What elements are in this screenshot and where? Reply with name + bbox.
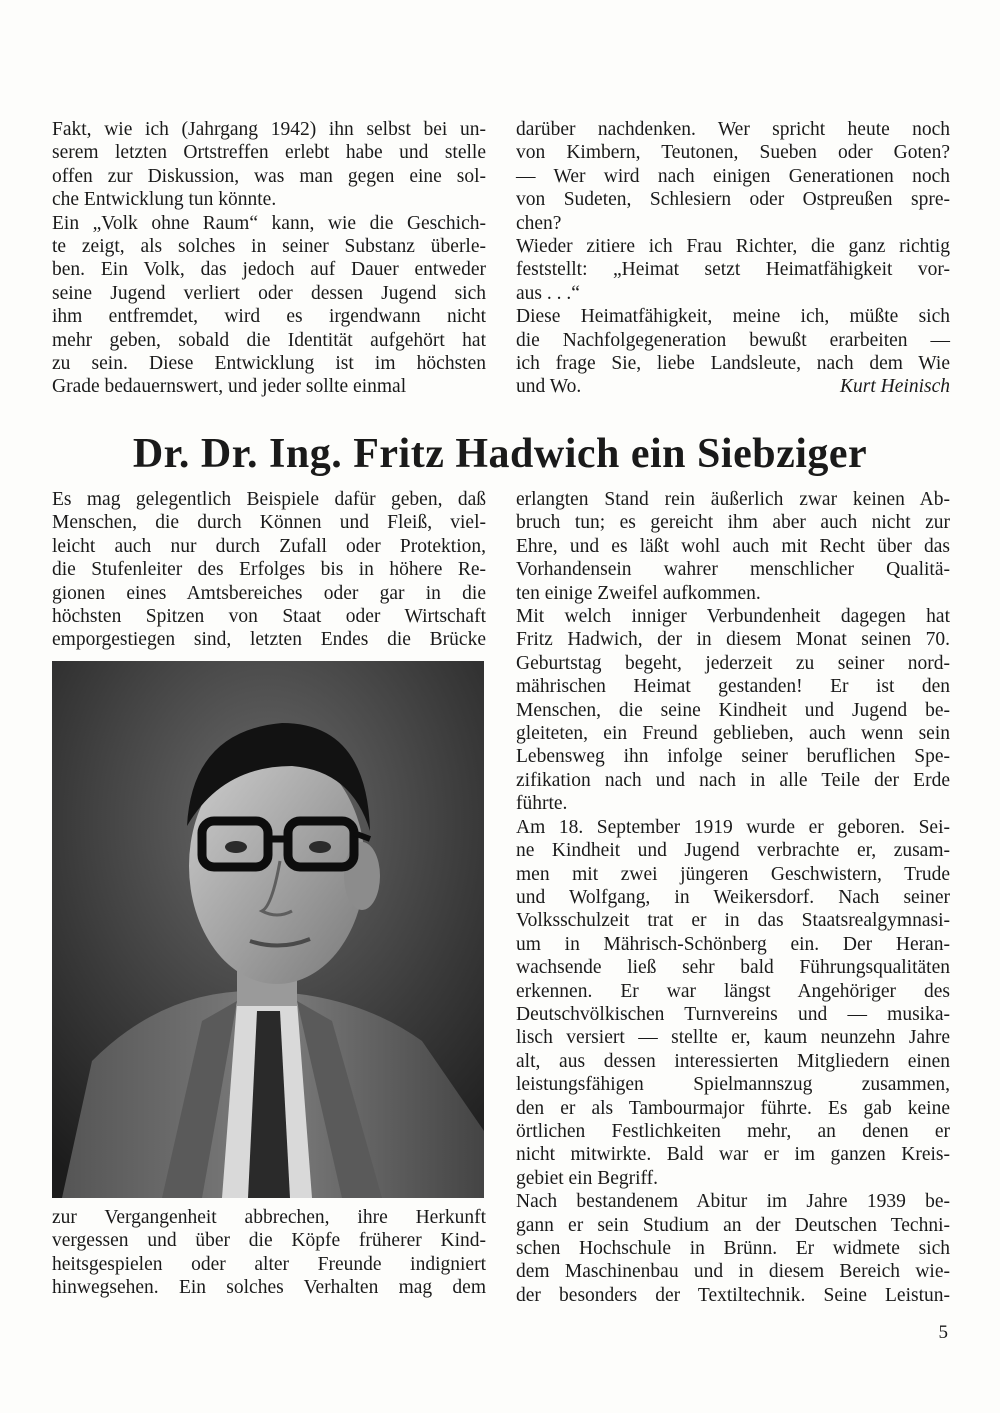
bottom-right-line: alt, aus dessen interessierten Mitgliedern einen <box>516 1050 950 1072</box>
top-right-line: von Kimbern, Teutonen, Sueben oder Goten? <box>516 142 950 164</box>
bottom-left-column-upper <box>52 488 486 652</box>
bottom-right-line: führte. <box>516 793 568 815</box>
top-right-line: — Wer wird nach einigen Generationen noch <box>516 165 950 187</box>
top-right-line: die Nachfolgegeneration bewußt erarbeiten — <box>516 329 950 351</box>
top-left-line: seine Jugend verliert oder dessen Jugend sich <box>52 282 486 304</box>
bottom-right-line: leistungsfähigen Spielmannszug zusammen, <box>516 1074 950 1096</box>
bottom-right-line: Geburtstag begeht, jederzeit zu seiner nord- <box>516 652 950 674</box>
top-left-line: che Entwicklung tun könnte. <box>52 189 277 211</box>
bottom-right-line: erlangten Stand rein äußerlich zwar keinen Ab- <box>516 489 950 510</box>
top-right-line: aus . . .“ <box>516 282 580 304</box>
bottom-right-line: der besonders der Textiltechnik. Seine Leistun- <box>516 1284 950 1306</box>
bottom-right-line: gleiteten, ein Freund geblieben, auch wenn sein <box>516 723 950 745</box>
bottom-right-line: Lebensweg ihn infolge seiner beruflichen Spe- <box>516 746 950 768</box>
bottom-right-line: schen Hochschule in Brünn. Er widmete sich <box>516 1238 950 1259</box>
top-left-line: Ein „Volk ohne Raum“ kann, wie die Geschich- <box>52 212 486 234</box>
bottom-right-line: bruch tun; es gereicht ihm aber auch nicht zur <box>516 512 950 534</box>
bottom-left-top-line: Es mag gelegentlich Beispiele dafür geben, daß <box>52 489 486 510</box>
top-right-line: chen? <box>516 212 562 234</box>
bottom-right-line: wachsende ließ sehr bald Führungsqualitäten <box>516 957 950 979</box>
top-left-line: Grade bedauernswert, und jeder sollte einmal <box>52 376 407 398</box>
top-left-line: ihm entfremdet, wird es irgendwann nicht <box>52 306 486 328</box>
portrait-photo <box>52 661 484 1198</box>
top-left-line: te zeigt, als solches in seiner Substanz überle- <box>52 236 486 258</box>
bottom-left-top-line: die Stufenleiter des Erfolges bis in höhere Re- <box>52 559 486 581</box>
bottom-right-line: ten einige Zweifel aufkommen. <box>516 582 761 604</box>
top-left-line: offen zur Diskussion, was man gegen eine sol- <box>52 165 486 187</box>
bottom-right-line: gebiet ein Begriff. <box>516 1167 659 1189</box>
bottom-right-line: Volksschulzeit trat er in das Staatsrealgymnasi- <box>516 910 950 932</box>
bottom-right-column <box>516 488 950 1307</box>
closing-text: und Wo. <box>516 376 582 398</box>
top-right-line: feststellt: „Heimat setzt Heimatfähigkeit vor- <box>516 259 950 281</box>
bottom-right-line: zifikation nach und nach in alle Teile der Erde <box>516 769 950 791</box>
bottom-left-top-line: gionen eines Amtsbereiches oder gar in die <box>52 582 486 604</box>
bottom-left-top-line: emporgestiegen sind, letzten Endes die Brücke <box>52 629 486 651</box>
bottom-left-top-line: höchsten Spitzen von Staat oder Wirtschaft <box>52 606 486 628</box>
top-right-lines <box>516 118 950 375</box>
bottom-right-line: Deutschvölkischen Turnvereins und — musika- <box>516 1003 950 1025</box>
bottom-left-bottom-line: hinwegsehen. Ein solches Verhalten mag dem <box>52 1277 486 1299</box>
bottom-right-line: dem Maschinenbau und in diesem Bereich wie- <box>516 1261 950 1283</box>
top-left-line: ben. Ein Volk, das jedoch auf Dauer entweder <box>52 259 486 281</box>
top-right-line: Diese Heimatfähigkeit, meine ich, müßte sich <box>516 306 950 328</box>
top-right-line: darüber nachdenken. Wer spricht heute noch <box>516 119 950 140</box>
bottom-left-bottom-line: zur Vergangenheit abbrechen, ihre Herkunft <box>52 1207 486 1228</box>
bottom-right-line: Am 18. September 1919 wurde er geboren. Sei- <box>516 816 950 838</box>
bottom-left-bottom-line: vergessen und über die Köpfe früherer Kind- <box>52 1230 486 1252</box>
article-headline: Dr. Dr. Ing. Fritz Hadwich ein Siebziger <box>132 431 868 477</box>
bottom-right-line: Fritz Hadwich, der in diesem Monat seinen 70. <box>516 629 950 651</box>
top-left-line: mehr geben, sobald die Identität aufgehört hat <box>52 329 486 351</box>
bottom-left-top-line: Menschen, die durch Können und Fleiß, viel- <box>52 512 486 534</box>
bottom-right-line: Menschen, die seine Kindheit und Jugend be- <box>516 699 950 721</box>
bottom-right-line: lisch versiert — stellte er, kaum neunzehn Jahre <box>516 1027 950 1049</box>
bottom-right-line: den er als Tambourmajor führte. Es gab keine <box>516 1097 950 1119</box>
bottom-right-line: erkennen. Er war längst Angehöriger des <box>516 980 950 1002</box>
top-right-line: Wieder zitiere ich Frau Richter, die ganz richtig <box>516 236 950 258</box>
bottom-right-line: örtlichen Festlichkeiten mehr, an denen er <box>516 1120 950 1142</box>
top-right-line: von Sudeten, Schlesiern oder Ostpreußen spre- <box>516 189 950 211</box>
bottom-right-line: ne Kindheit und Jugend verbrachte er, zusam- <box>516 840 950 862</box>
top-right-column <box>516 118 950 399</box>
bottom-right-line: Mit welch inniger Verbundenheit dagegen hat <box>516 606 950 628</box>
top-left-line: zu sein. Diese Entwicklung ist im höchsten <box>52 353 486 375</box>
top-left-column <box>52 118 486 399</box>
bottom-right-line: Ehre, und es läßt wohl auch mit Recht über das <box>516 535 950 557</box>
bottom-right-line: mährischen Heimat gestanden! Er ist den <box>516 676 950 698</box>
page-number: 5 <box>938 1322 948 1343</box>
bottom-left-top-line: leicht auch nur durch Zufall oder Protektion, <box>52 535 486 557</box>
closing-line <box>516 375 950 398</box>
author-signature: Kurt Heinisch <box>840 376 950 398</box>
bottom-right-line: und Wolfgang, in Weikersdorf. Nach seiner <box>516 886 950 908</box>
top-right-line: ich frage Sie, liebe Landsleute, nach dem Wie <box>516 353 950 375</box>
bottom-right-line: Vorhandensein wahrer menschlicher Qualitä- <box>516 559 950 581</box>
bottom-right-line: um in Mährisch-Schönberg ein. Der Heran- <box>516 933 950 955</box>
top-left-line: serem letzten Ortstreffen erlebt habe und stelle <box>52 142 486 164</box>
bottom-left-column-lower <box>52 1206 486 1300</box>
bottom-left-bottom-line: heitsgespielen oder alter Freunde indigniert <box>52 1253 486 1275</box>
bottom-right-line: gann er sein Studium an der Deutschen Techni- <box>516 1214 950 1236</box>
top-left-line: Fakt, wie ich (Jahrgang 1942) ihn selbst bei un- <box>52 119 486 140</box>
bottom-right-line: nicht mitwirkte. Bald war er im ganzen Kreis- <box>516 1144 950 1166</box>
bottom-right-line: Nach bestandenem Abitur im Jahre 1939 be- <box>516 1191 950 1213</box>
bottom-right-line: men mit zwei jüngeren Geschwistern, Trude <box>516 863 950 885</box>
